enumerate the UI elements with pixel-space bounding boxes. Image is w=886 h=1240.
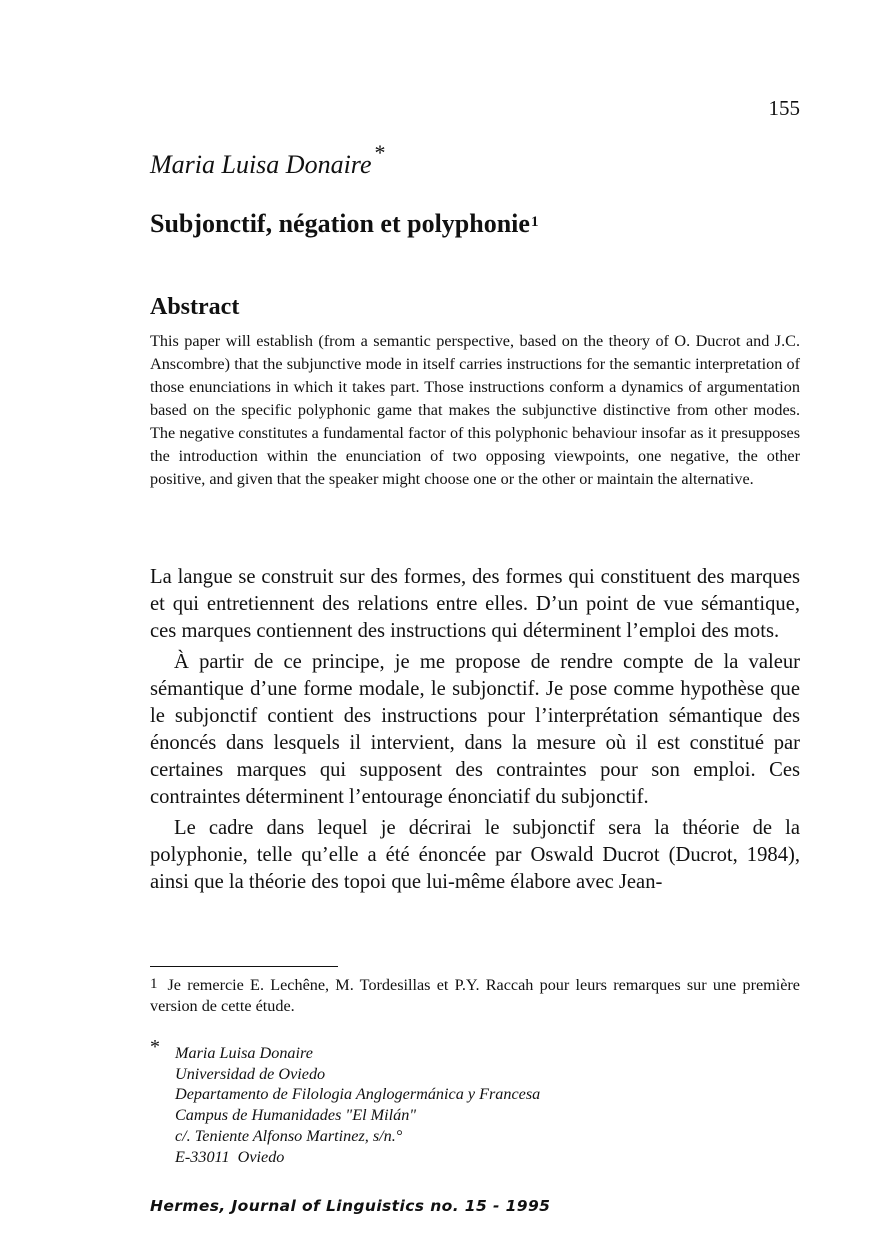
author-name-text: Maria Luisa Donaire (150, 150, 372, 179)
journal-footer: Hermes, Journal of Linguistics no. 15 - 1995 (150, 1197, 551, 1215)
affiliation-line: Departamento de Filologia Anglogermánica y Francesa (175, 1085, 541, 1104)
body-paragraph-1: La langue se construit sur des formes, des formes qui constituent des marques et qui entretiennent des relations entre elles. D’un point de vue sémantique, ces marques contiennent des instructions qui déterminent l’emploi des mots. (150, 566, 800, 642)
author-name (150, 140, 386, 180)
body-paragraph-3: Le cadre dans lequel je décrirai le subjonctif sera la théorie de la polyphonie, telle qu’elle a été énoncée par Oswald Ducrot (Ducrot, 1984), ainsi que la théorie des topoi que lui-même élabore avec Jean- (150, 817, 800, 893)
paper-title-text: Subjonctif, négation et polyphonie (150, 209, 530, 238)
page-number: 155 (768, 96, 800, 120)
footnote-text: Je remercie E. Lechêne, M. Tordesillas et P.Y. Raccah pour leurs remarques sur une première version de cette étude. (150, 976, 800, 1015)
abstract-text: This paper will establish (from a semantic perspective, based on the theory of O. Ducrot and J.C. Anscombre) that the subjunctive mode in itself carries instructions for the semantic interpretation of those enunciations in which it takes part. Those instructions conform a dynamics of argumentation based on the specific polyphonic game that makes the subjunctive distinctive from other modes. The negative constitutes a fundamental factor of this polyphonic behaviour insofar as it presupposes the introduction within the enunciation of two opposing viewpoints, one negative, the other positive, and given that the speaker might choose one or the other or maintain the alternative. (150, 332, 800, 488)
footnote-number: 1 (150, 976, 158, 992)
body-paragraph-2: À partir de ce principe, je me propose de rendre compte de la valeur sémantique d’une forme modale, le subjonctif. Je pose comme hypothèse que le subjonctif contient des instructions pour l’interprétation sémantique des énoncés dans lesquels il intervient, dans la mesure où il est constitué par certaines marques qui supposent des contraintes pour son emploi. Ces contraintes déterminent l’entourage énonciatif du subjonctif. (150, 651, 800, 808)
affiliation-line: Universidad de Oviedo (175, 1064, 326, 1083)
affiliation-address (175, 1043, 540, 1167)
affiliation-line: Maria Luisa Donaire (175, 1044, 313, 1062)
body-text (150, 564, 800, 900)
title-footnote-marker: 1 (530, 214, 539, 230)
affiliation-line: c/. Teniente Alfonso Martinez, s/n.° (175, 1126, 403, 1145)
abstract-heading: Abstract (150, 294, 240, 320)
paper-title (150, 209, 538, 239)
footnote-divider (150, 966, 338, 967)
affiliation-line: Campus de Humanidades "El Milán" (175, 1106, 417, 1125)
affiliation-marker: * (150, 1036, 160, 1058)
affiliation-line: E-33011 Oviedo (175, 1147, 285, 1166)
author-footnote-marker: * (374, 140, 386, 165)
footnote (150, 974, 800, 1017)
